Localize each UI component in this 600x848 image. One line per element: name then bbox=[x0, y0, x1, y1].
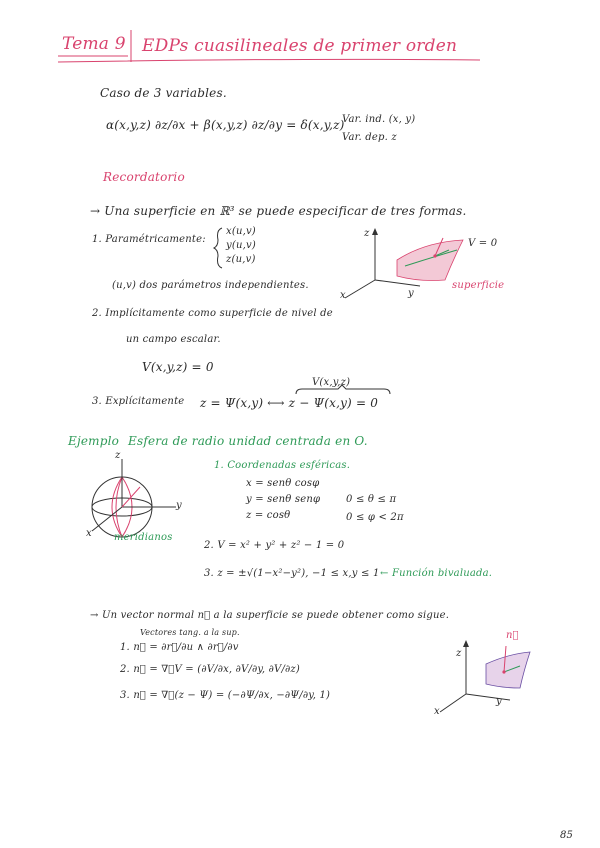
spherical-x: x = senθ cosφ bbox=[246, 478, 320, 489]
sphere-explicit: 3. z = ±√(1−x²−y²), −1 ≤ x,y ≤ 1 bbox=[204, 568, 380, 579]
spherical-y: y = senθ senφ bbox=[246, 494, 321, 505]
fig1-axis-y: y bbox=[408, 288, 414, 299]
topic-label: Tema 9 bbox=[62, 34, 126, 54]
fig1-axis-x: x bbox=[340, 290, 346, 301]
normal-figure bbox=[430, 630, 540, 720]
meridians-label: meridianos bbox=[114, 532, 173, 543]
explicit-overbrace-label: V(x,y,z) bbox=[312, 377, 351, 388]
fig1-v-label: V = 0 bbox=[468, 238, 498, 249]
parametric-label: 1. Paramétricamente: bbox=[92, 234, 206, 245]
fig3-normal-label: n⃗ bbox=[506, 630, 519, 641]
spherical-heading: 1. Coordenadas esféricas. bbox=[214, 460, 351, 471]
dependent-var: Var. dep. z bbox=[342, 132, 397, 143]
spherical-z: z = cosθ bbox=[246, 510, 291, 521]
normal-method-2: 2. n⃗ = ∇⃗V = (∂V/∂x, ∂V/∂y, ∂V/∂z) bbox=[120, 664, 300, 675]
reminder-label: Recordatorio bbox=[103, 170, 185, 184]
fig2-axis-z: z bbox=[115, 450, 121, 461]
phi-range: 0 ≤ φ < 2π bbox=[346, 512, 404, 523]
fig2-axis-x: x bbox=[86, 528, 92, 539]
implicit-line2: un campo escalar. bbox=[126, 334, 221, 345]
fig3-axis-x: x bbox=[434, 706, 440, 717]
tangent-note: Vectores tang. a la sup. bbox=[140, 628, 240, 637]
independent-vars: Var. ind. (x, y) bbox=[342, 114, 416, 125]
param-note: (u,v) dos parámetros independientes. bbox=[112, 280, 309, 291]
param-y: y(u,v) bbox=[226, 240, 256, 251]
surface-intro: → Una superficie en ℝ³ se puede especificar de tres formas. bbox=[90, 204, 467, 218]
normal-intro: → Un vector normal n⃗ a la superficie se puede obtener como sigue. bbox=[90, 610, 450, 621]
example-label: Ejemplo bbox=[68, 434, 120, 448]
fig3-axis-z: z bbox=[456, 648, 462, 659]
param-x: x(u,v) bbox=[226, 226, 256, 237]
implicit-line1: 2. Implícitamente como superficie de nivel de bbox=[92, 308, 333, 319]
fig3-axis-y: y bbox=[496, 696, 502, 707]
bivalued-note: ← Función bivaluada. bbox=[380, 568, 493, 579]
fig1-surface-label: superficie bbox=[452, 280, 505, 291]
page-title: EDPs cuasilineales de primer orden bbox=[142, 36, 458, 56]
fig2-axis-y: y bbox=[176, 500, 182, 511]
implicit-eq: V(x,y,z) = 0 bbox=[142, 360, 214, 374]
param-z: z(u,v) bbox=[226, 254, 256, 265]
page-number: 85 bbox=[560, 830, 574, 841]
fig1-axis-z: z bbox=[364, 228, 370, 239]
explicit-label: 3. Explícitamente bbox=[92, 396, 185, 407]
theta-range: 0 ≤ θ ≤ π bbox=[346, 494, 397, 505]
pde-equation: α(x,y,z) ∂z/∂x + β(x,y,z) ∂z/∂y = δ(x,y,z) bbox=[106, 118, 345, 132]
normal-method-3: 3. n⃗ = ∇⃗(z − Ψ) = (−∂Ψ/∂x, −∂Ψ/∂y, 1) bbox=[120, 690, 331, 701]
example-title: Esfera de radio unidad centrada en O. bbox=[128, 434, 368, 448]
explicit-eq: z = Ψ(x,y) ⟷ z − Ψ(x,y) = 0 bbox=[200, 396, 379, 410]
sphere-implicit: 2. V = x² + y² + z² − 1 = 0 bbox=[204, 540, 345, 551]
normal-method-1: 1. n⃗ = ∂r⃗/∂u ∧ ∂r⃗/∂v bbox=[120, 642, 239, 653]
case-heading: Caso de 3 variables. bbox=[100, 86, 227, 100]
